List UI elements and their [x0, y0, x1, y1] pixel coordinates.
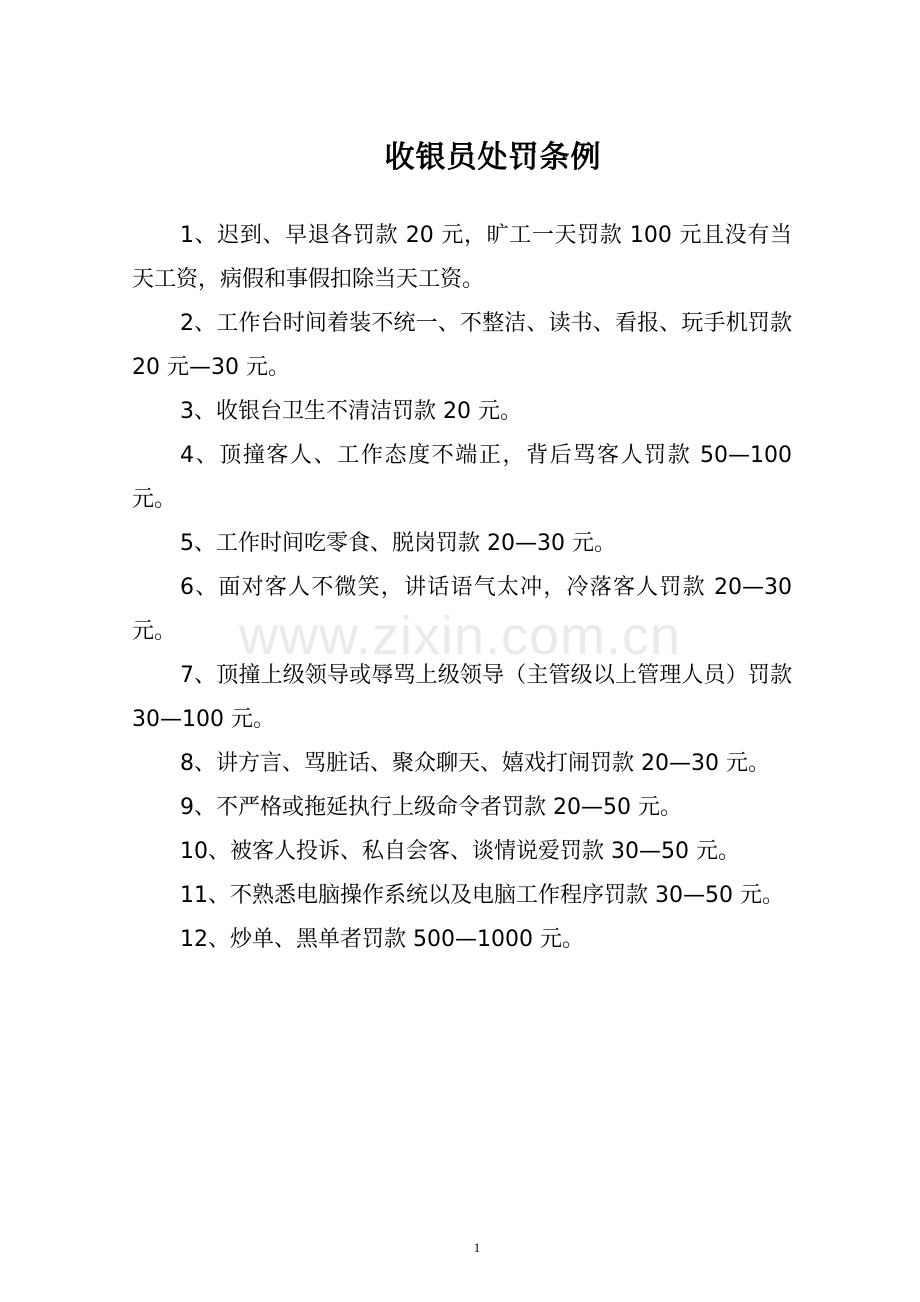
rule-item: 10、被客人投诉、私自会客、谈情说爱罚款 30—50 元。 [180, 839, 740, 864]
rule-item: 9、不严格或拖延执行上级命令者罚款 20—50 元。 [180, 795, 682, 820]
rules-list [132, 214, 792, 962]
document-title: 收银员处罚条例 [384, 140, 602, 175]
rule-item: 7、顶撞上级领导或辱骂上级领导（主管级以上管理人员）罚款 30—100 元。 [132, 663, 792, 732]
rule-item: 12、炒单、黑单者罚款 500—1000 元。 [180, 927, 584, 952]
page-number: 1 [473, 1240, 481, 1255]
watermark: www.zixin.com.cn [238, 606, 682, 666]
rule-item: 8、讲方言、骂脏话、聚众聊天、嬉戏打闹罚款 20—30 元。 [180, 751, 770, 776]
rule-item: 2、工作台时间着装不统一、不整洁、读书、看报、玩手机罚款 20 元—30 元。 [132, 311, 792, 380]
rule-item: 11、不熟悉电脑操作系统以及电脑工作程序罚款 30—50 元。 [180, 883, 784, 908]
rule-item: 1、迟到、早退各罚款 20 元，旷工一天罚款 100 元且没有当天工资，病假和事假扣除当天工资。 [132, 223, 792, 292]
rule-item: 4、顶撞客人、工作态度不端正，背后骂客人罚款 50—100 元。 [132, 443, 792, 512]
rule-item: 6、面对客人不微笑，讲话语气太冲，冷落客人罚款 20—30 元。 [132, 575, 792, 644]
rule-item: 3、收银台卫生不清洁罚款 20 元。 [180, 399, 522, 424]
rule-item: 5、工作时间吃零食、脱岗罚款 20—30 元。 [180, 531, 616, 556]
